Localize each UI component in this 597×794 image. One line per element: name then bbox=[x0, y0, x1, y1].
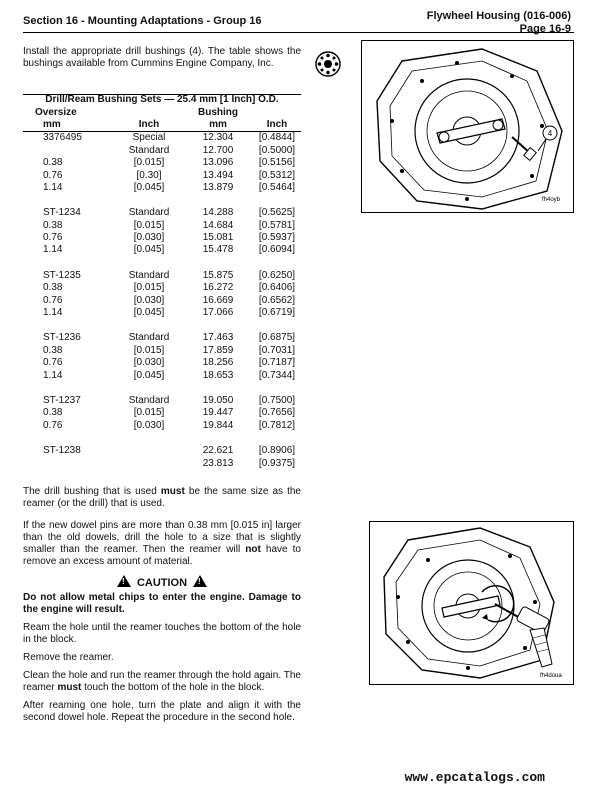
table-cell: [0.7500] bbox=[258, 395, 296, 406]
table-cell: 0.38 bbox=[43, 344, 63, 356]
table-cell: [0.045] bbox=[133, 369, 165, 381]
intro-paragraph: Install the appropriate drill bushings (4). The table shows the bushings available from Cummins Engine Company, Inc. bbox=[23, 46, 301, 69]
table-cell: 0.76 bbox=[43, 357, 63, 369]
flywheel-housing-icon bbox=[314, 50, 342, 78]
table-cell: [0.5156] bbox=[258, 157, 296, 169]
table-cell: 0.38 bbox=[43, 407, 63, 419]
table-cell: 1.14 bbox=[43, 307, 63, 319]
table-cell: 14.288 bbox=[202, 207, 234, 219]
figure-code-2: fh4doua bbox=[540, 673, 562, 679]
table-cell: 23.813 bbox=[202, 457, 234, 469]
page-number: Page 16-9 bbox=[519, 23, 571, 35]
table-row bbox=[23, 420, 301, 432]
table-row bbox=[23, 445, 301, 457]
caution-heading: !CAUTION! bbox=[23, 575, 301, 589]
table-row bbox=[23, 357, 301, 369]
table-cell: [0.030] bbox=[133, 419, 165, 431]
table-cell: 15.081 bbox=[202, 232, 234, 244]
table-cell: 13.096 bbox=[202, 157, 234, 169]
table-cell: 18.256 bbox=[202, 357, 234, 369]
table-row bbox=[23, 145, 301, 157]
table-cell: [0.045] bbox=[133, 181, 165, 193]
table-cell: ST-1234 bbox=[43, 207, 81, 219]
table-cell: [0.8906] bbox=[258, 445, 296, 457]
after-paragraph: After reaming one hole, turn the plate and align it with the second dowel hole. Repeat the procedure in the second hole. bbox=[23, 700, 301, 723]
table-cell: [0.6250] bbox=[258, 269, 296, 281]
table-cell: 1.14 bbox=[43, 369, 63, 381]
table-cell: [0.5000] bbox=[258, 144, 296, 156]
table-cell: 16.272 bbox=[202, 282, 234, 294]
table-cell: 13.494 bbox=[202, 169, 234, 181]
table-cell: 17.463 bbox=[202, 332, 234, 344]
table-cell: 16.669 bbox=[202, 294, 234, 306]
table-cell: [0.015] bbox=[133, 219, 165, 231]
watermark: www.epcatalogs.com bbox=[404, 770, 545, 785]
table-cell: ST-1237 bbox=[43, 395, 81, 406]
header-bushing: Bushing bbox=[198, 106, 238, 118]
table-cell: Standard bbox=[128, 144, 170, 156]
table-row bbox=[23, 294, 301, 306]
table-cell: Special bbox=[132, 132, 166, 144]
table-cell: 3376495 bbox=[43, 132, 82, 144]
table-row bbox=[23, 169, 301, 181]
table-row bbox=[23, 182, 301, 194]
reaming-illustration bbox=[370, 522, 573, 684]
callout-4: 4 bbox=[547, 129, 553, 138]
table-cell: 0.76 bbox=[43, 419, 63, 431]
table-row bbox=[23, 244, 301, 256]
table-cell: ST-1235 bbox=[43, 269, 81, 281]
table-row bbox=[23, 307, 301, 319]
table-cell: Standard bbox=[128, 332, 170, 344]
table-cell: [0.015] bbox=[133, 407, 165, 419]
figure-reaming-hole bbox=[369, 521, 574, 685]
figure-drill-bushing-installed bbox=[361, 40, 574, 213]
table-cell: [0.030] bbox=[133, 357, 165, 369]
table-cell: [0.9375] bbox=[258, 457, 296, 469]
table-cell: [0.4844] bbox=[258, 132, 296, 144]
table-cell: 22.621 bbox=[202, 445, 234, 457]
table-cell bbox=[115, 445, 183, 457]
table-cell: [0.7187] bbox=[258, 357, 296, 369]
table-cell: [0.030] bbox=[133, 232, 165, 244]
table-cell: 13.879 bbox=[202, 181, 234, 193]
table-cell: 12.304 bbox=[202, 132, 234, 144]
table-row bbox=[23, 232, 301, 244]
table-cell bbox=[23, 145, 115, 157]
table-cell: [0.5464] bbox=[258, 181, 296, 193]
table-cell: ST-1236 bbox=[43, 332, 81, 344]
table-cell: 0.38 bbox=[43, 157, 63, 169]
warning-triangle-icon bbox=[193, 575, 207, 587]
table-cell: [0.015] bbox=[133, 344, 165, 356]
table-cell: [0.045] bbox=[133, 244, 165, 256]
table-row bbox=[23, 207, 301, 219]
table-row bbox=[23, 220, 301, 232]
table-cell: [0.30] bbox=[136, 169, 162, 181]
table-cell: 17.066 bbox=[202, 307, 234, 319]
table-cell: [0.7344] bbox=[258, 369, 296, 381]
table-cell: 0.38 bbox=[43, 219, 63, 231]
table-row bbox=[23, 132, 301, 145]
drill-bushing-paragraph: The drill bushing that is used must be the same size as the reamer (or the drill) that is used. bbox=[23, 486, 301, 509]
table-cell: [0.6875] bbox=[258, 332, 296, 344]
ream-paragraph: Ream the hole until the reamer touches the bottom of the hole in the block. bbox=[23, 622, 301, 645]
table-cell: 0.76 bbox=[43, 294, 63, 306]
table-cell: 1.14 bbox=[43, 244, 63, 256]
table-row bbox=[23, 332, 301, 344]
remove-paragraph: Remove the reamer. bbox=[23, 652, 114, 663]
table-cell: Standard bbox=[128, 269, 170, 281]
table-row bbox=[23, 270, 301, 282]
table-cell: [0.015] bbox=[133, 157, 165, 169]
table-cell: [0.7812] bbox=[258, 419, 296, 431]
table-cell: [0.5937] bbox=[258, 232, 296, 244]
topic-title: Flywheel Housing (016-006) bbox=[426, 10, 571, 22]
table-cell: Standard bbox=[128, 207, 170, 219]
table-cell bbox=[23, 457, 115, 469]
table-cell: 12.700 bbox=[202, 144, 234, 156]
table-cell: 14.684 bbox=[202, 219, 234, 231]
flywheel-housing-illustration bbox=[362, 41, 573, 212]
table-cell: [0.6562] bbox=[258, 294, 296, 306]
table-cell: [0.7656] bbox=[258, 407, 296, 419]
table-cell: [0.7031] bbox=[258, 344, 296, 356]
caution-text: Do not allow metal chips to enter the engine. Damage to the engine will result. bbox=[23, 592, 301, 615]
header-oversize: Oversize bbox=[35, 106, 77, 118]
section-title: Section 16 - Mounting Adaptations - Group 16 bbox=[23, 15, 262, 27]
table-cell: ST-1238 bbox=[43, 445, 81, 457]
table-cell: 15.875 bbox=[202, 269, 234, 281]
unit-header: mm bbox=[183, 119, 253, 132]
table-cell: 0.38 bbox=[43, 282, 63, 294]
figure-code-1: fh4oyb bbox=[542, 197, 561, 203]
table-cell bbox=[115, 457, 183, 469]
warning-triangle-icon bbox=[117, 575, 131, 587]
unit-header: mm bbox=[23, 119, 115, 132]
unit-header: Inch bbox=[115, 119, 183, 132]
unit-header: Inch bbox=[253, 119, 301, 132]
table-cell: 18.653 bbox=[202, 369, 234, 381]
header-rule bbox=[23, 32, 574, 33]
table-cell: [0.6094] bbox=[258, 244, 296, 256]
table-cell: [0.5625] bbox=[258, 207, 296, 219]
table-cell: 19.844 bbox=[202, 419, 234, 431]
table-cell: 19.447 bbox=[202, 407, 234, 419]
table-cell: 0.76 bbox=[43, 169, 63, 181]
table-row bbox=[23, 345, 301, 357]
table-cell: [0.5781] bbox=[258, 219, 296, 231]
table-cell: Standard bbox=[128, 395, 170, 406]
table-caption: Drill/Ream Bushing Sets — 25.4 mm [1 Inch] O.D. bbox=[45, 94, 279, 106]
table-cell: [0.6406] bbox=[258, 282, 296, 294]
table-cell: 17.859 bbox=[202, 344, 234, 356]
table-cell: [0.5312] bbox=[258, 169, 296, 181]
table-cell: 19.050 bbox=[202, 395, 234, 406]
dowel-paragraph: If the new dowel pins are more than 0.38 mm [0.015 in] larger than the old dowels, drill the hole to a size that is slightly smaller than the reamer. Then the reamer will not have to remove an excess amount of material. bbox=[23, 520, 301, 567]
table-cell: 15.478 bbox=[202, 244, 234, 256]
clean-paragraph: Clean the hole and run the reamer through the hold again. The reamer must touch the bottom of the hole in the block. bbox=[23, 670, 301, 693]
table-row bbox=[23, 369, 301, 381]
table-row bbox=[23, 157, 301, 169]
table-row bbox=[23, 457, 301, 469]
table-row bbox=[23, 395, 301, 407]
table-row bbox=[23, 282, 301, 294]
table-cell: [0.6719] bbox=[258, 307, 296, 319]
bushing-table bbox=[23, 94, 301, 470]
table-cell: [0.030] bbox=[133, 294, 165, 306]
table-cell: [0.045] bbox=[133, 307, 165, 319]
table-cell: 0.76 bbox=[43, 232, 63, 244]
table-row bbox=[23, 407, 301, 419]
table-cell: [0.015] bbox=[133, 282, 165, 294]
table-cell: 1.14 bbox=[43, 181, 63, 193]
